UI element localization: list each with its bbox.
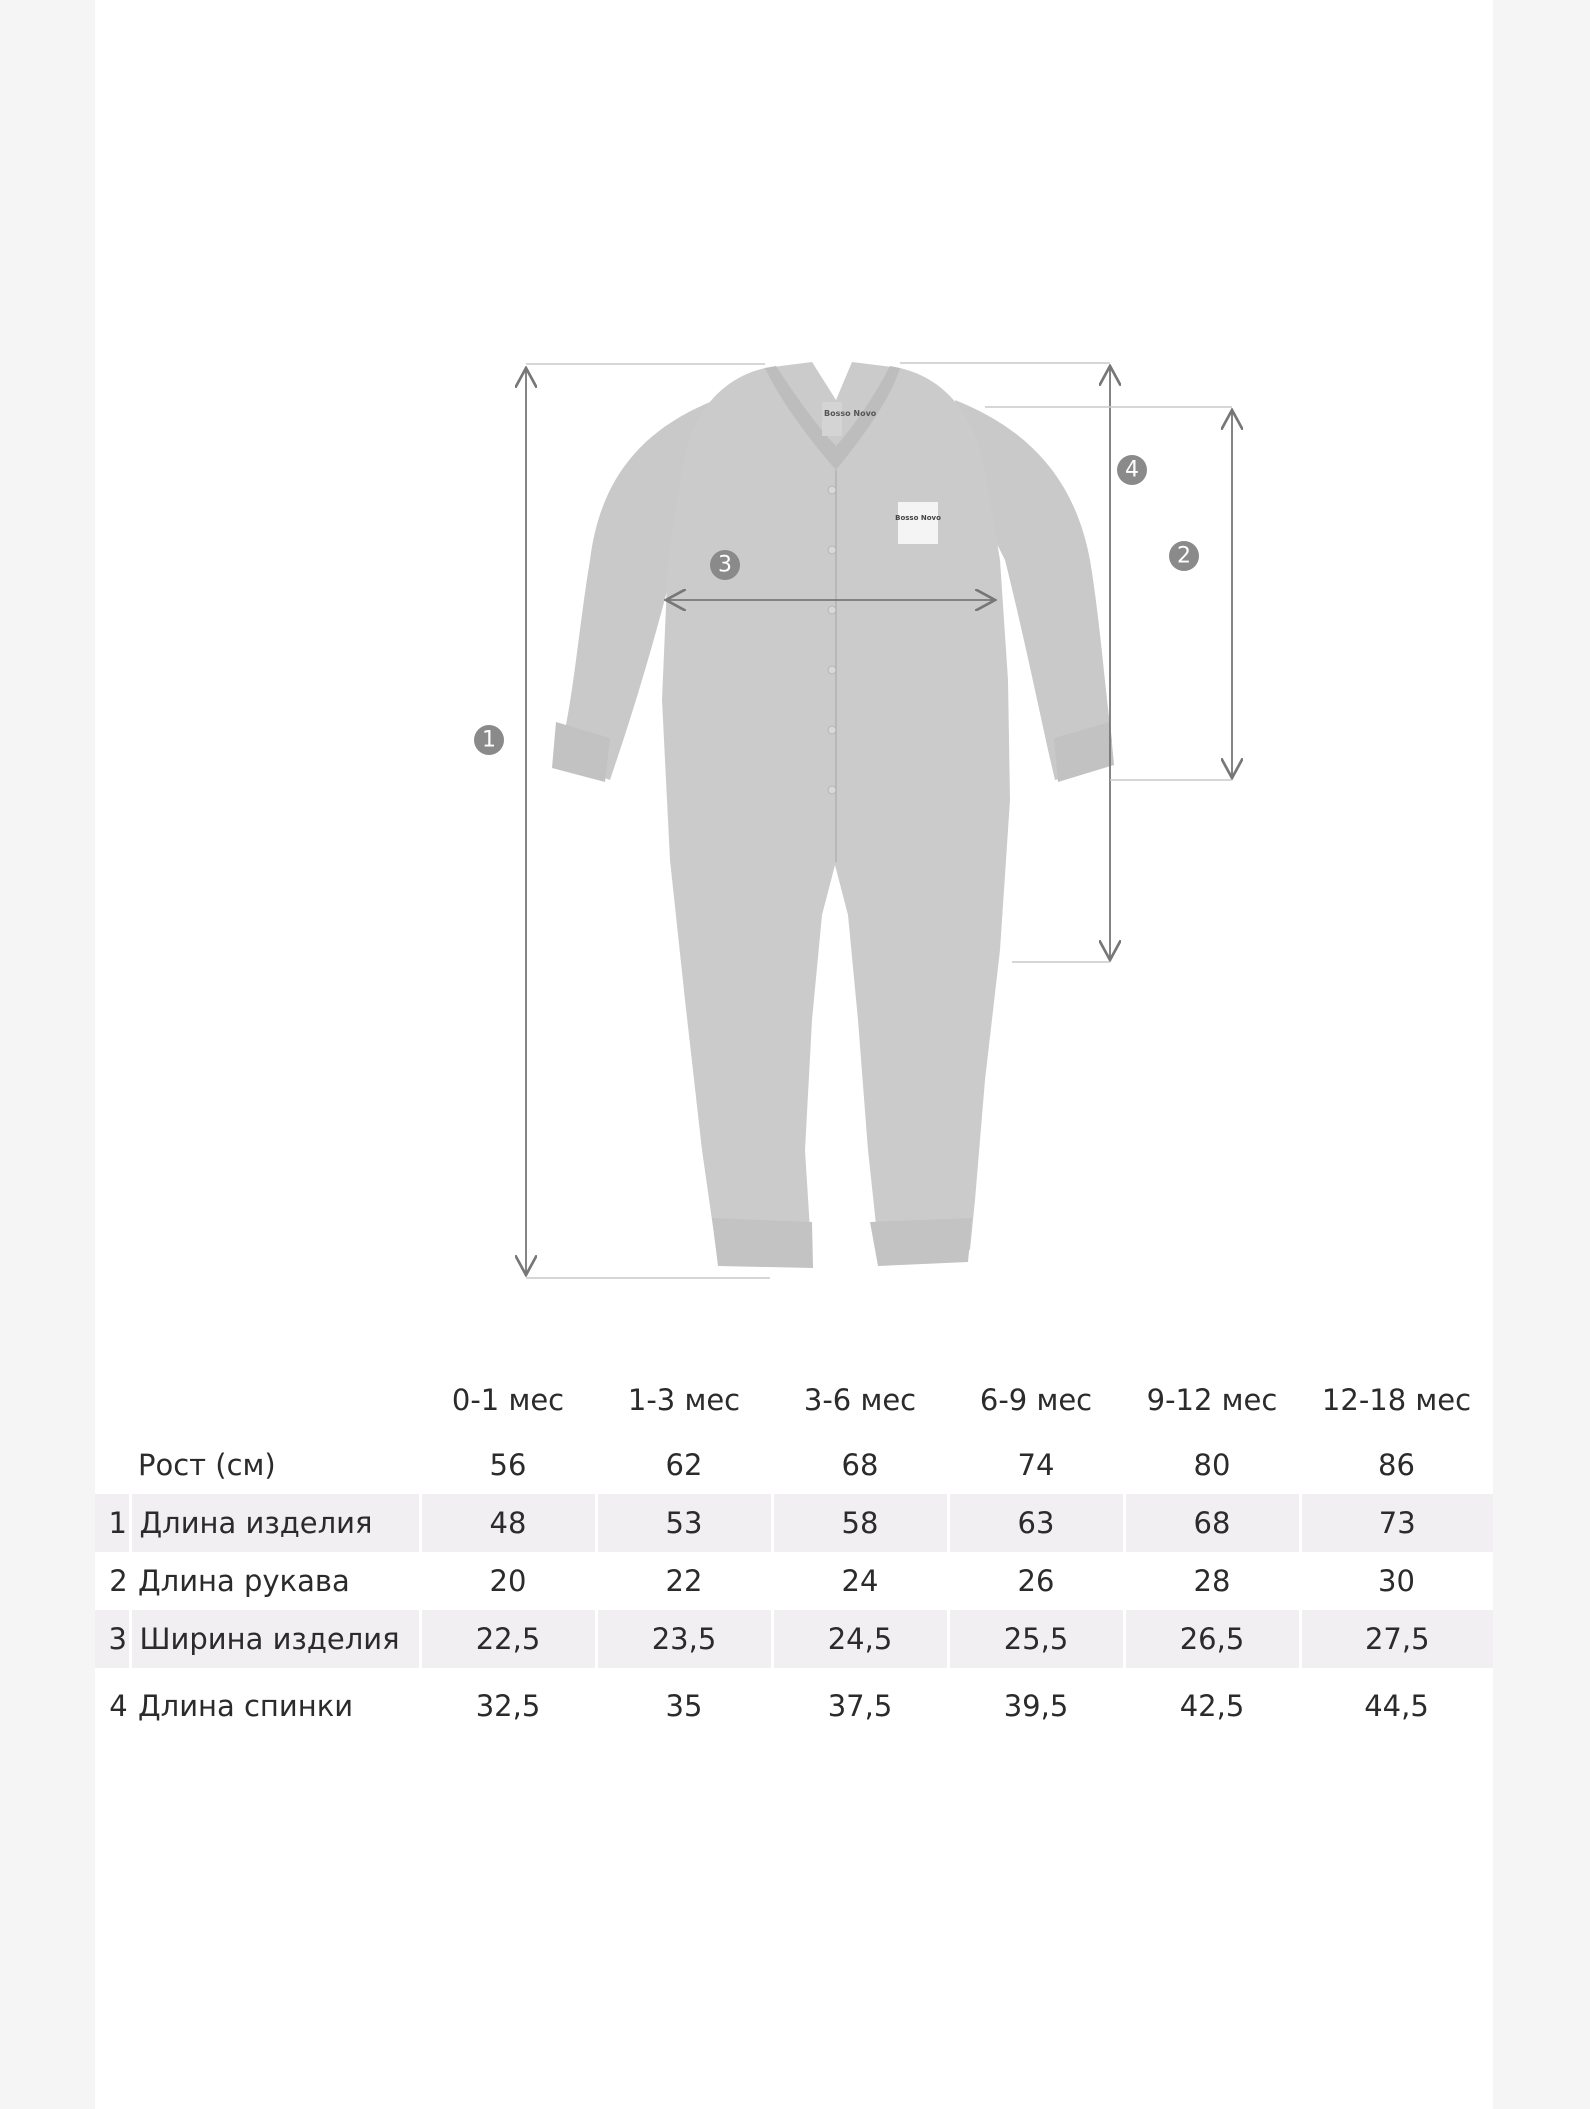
size-header: 1-3 мес — [627, 1383, 741, 1417]
page — [95, 0, 1493, 2109]
table-cell: 24 — [841, 1564, 879, 1598]
size-diagram — [95, 0, 1493, 1340]
table-cell: 44,5 — [1364, 1689, 1429, 1723]
row-number: 4 — [109, 1689, 128, 1723]
table-cell: 27,5 — [1300, 1610, 1493, 1668]
marker-4-badge — [1117, 455, 1147, 485]
neck-label-text: Bosso Novo — [824, 409, 877, 418]
table-cell: 68 — [1124, 1494, 1300, 1552]
table-cell: 25,5 — [948, 1610, 1124, 1668]
table-row — [95, 1668, 1493, 1744]
row-number — [95, 1436, 130, 1494]
svg-text:2: 2 — [1177, 543, 1191, 569]
svg-text:1: 1 — [482, 727, 496, 753]
neck-label — [822, 402, 842, 436]
table-cell: 30 — [1378, 1564, 1415, 1598]
row-label: Длина рукава — [138, 1564, 350, 1598]
table-header-row — [95, 1364, 1493, 1436]
chest-logo-patch — [898, 502, 938, 544]
marker-3-badge — [710, 550, 740, 580]
table-cell: 20 — [489, 1564, 527, 1598]
row-label: Длина спинки — [138, 1689, 354, 1723]
table-cell: 22,5 — [420, 1610, 596, 1668]
table-cell: 74 — [1017, 1448, 1055, 1482]
table-cell: 62 — [665, 1448, 703, 1482]
row-number: 2 — [109, 1564, 128, 1598]
table-cell: 42,5 — [1179, 1689, 1245, 1723]
marker-1-badge — [474, 725, 504, 755]
row-label: Рост (см) — [138, 1448, 276, 1482]
table-cell: 37,5 — [827, 1689, 893, 1723]
table-cell: 26 — [1017, 1564, 1055, 1598]
row-number: 1 — [95, 1494, 130, 1552]
table-cell: 32,5 — [475, 1689, 541, 1723]
size-header: 9-12 мес — [1146, 1383, 1278, 1417]
table-cell: 56 — [489, 1448, 527, 1482]
right-leg-cuff — [870, 1218, 972, 1266]
table-cell: 22 — [665, 1564, 703, 1598]
size-header: 0-1 мес — [451, 1383, 565, 1417]
svg-text:3: 3 — [718, 552, 732, 578]
table-row — [95, 1552, 1493, 1610]
size-header: 3-6 мес — [803, 1383, 917, 1417]
table-cell: 80 — [1193, 1448, 1231, 1482]
svg-text:4: 4 — [1125, 457, 1139, 483]
table-cell: 23,5 — [596, 1610, 772, 1668]
size-header: 6-9 мес — [979, 1383, 1093, 1417]
row-label: Длина изделия — [130, 1494, 420, 1552]
table-cell: 58 — [772, 1494, 948, 1552]
chest-logo-text: Bosso Novo — [895, 514, 941, 522]
table-row — [95, 1494, 1493, 1552]
table-cell: 63 — [948, 1494, 1124, 1552]
table-cell: 28 — [1193, 1564, 1231, 1598]
size-header: 12-18 мес — [1321, 1383, 1472, 1417]
table-cell: 24,5 — [772, 1610, 948, 1668]
table-row — [95, 1610, 1493, 1668]
table-row — [95, 1436, 1493, 1494]
table-cell: 53 — [596, 1494, 772, 1552]
table-cell: 39,5 — [1003, 1689, 1069, 1723]
table-cell: 48 — [420, 1494, 596, 1552]
marker-2-badge — [1169, 541, 1199, 571]
table-cell: 26,5 — [1124, 1610, 1300, 1668]
table-cell: 68 — [841, 1448, 879, 1482]
table-cell: 35 — [665, 1689, 703, 1723]
table-cell: 86 — [1378, 1448, 1415, 1482]
row-number: 3 — [95, 1610, 130, 1668]
table-cell: 73 — [1300, 1494, 1493, 1552]
size-table — [95, 1364, 1493, 1744]
left-leg-cuff — [712, 1218, 813, 1268]
row-label: Ширина изделия — [130, 1610, 420, 1668]
